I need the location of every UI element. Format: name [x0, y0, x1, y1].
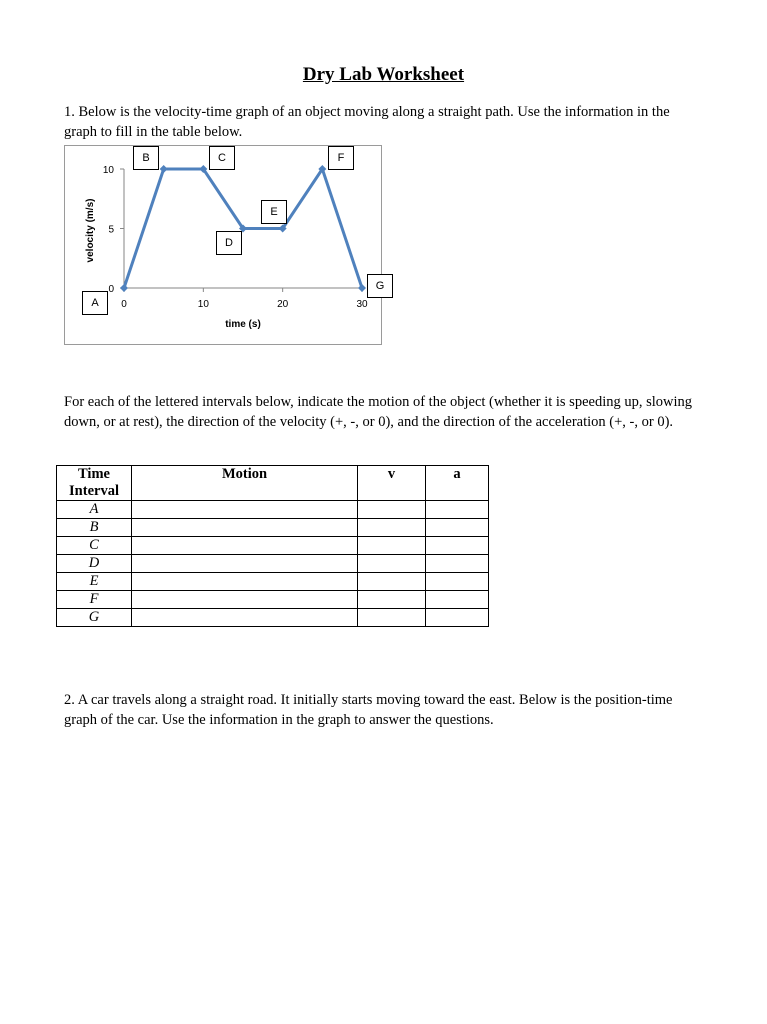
y-tick-label: 10	[102, 165, 114, 176]
annotation-e: E	[261, 200, 287, 224]
question-2-text: 2. A car travels along a straight road. It initially starts moving toward the east. Below is the position-time graph of the car. Use the information in the graph to answer the questions.	[64, 692, 673, 728]
annotation-c: C	[209, 146, 235, 170]
motion-cell[interactable]	[132, 609, 358, 627]
x-tick-label: 20	[277, 299, 289, 310]
x-tick-label: 30	[356, 299, 368, 310]
table-header-row	[57, 466, 489, 501]
annotation-d: D	[216, 231, 242, 255]
table-row	[57, 501, 489, 519]
header-v: v	[358, 466, 426, 501]
header-motion: Motion	[132, 466, 358, 501]
annotation-g: G	[367, 274, 393, 298]
v-cell[interactable]	[358, 591, 426, 609]
a-cell[interactable]	[426, 609, 489, 627]
motion-cell[interactable]	[132, 591, 358, 609]
annotation-f: F	[328, 146, 354, 170]
question-1-text: 1. Below is the velocity-time graph of an object moving along a straight path. Use the information in the graph to fill in the table below.	[64, 104, 670, 140]
v-cell[interactable]	[358, 555, 426, 573]
v-cell[interactable]	[358, 609, 426, 627]
data-point	[358, 284, 366, 292]
motion-cell[interactable]	[132, 573, 358, 591]
annotation-a: A	[82, 291, 108, 315]
interval-cell: A	[57, 501, 132, 519]
interval-cell: F	[57, 591, 132, 609]
v-cell[interactable]	[358, 537, 426, 555]
y-axis-title: velocity (m/s)	[85, 198, 96, 263]
data-point	[120, 284, 128, 292]
motion-cell[interactable]	[132, 501, 358, 519]
interval-cell: C	[57, 537, 132, 555]
interval-cell: D	[57, 555, 132, 573]
a-cell[interactable]	[426, 501, 489, 519]
table-row	[57, 519, 489, 537]
interval-cell: E	[57, 573, 132, 591]
a-cell[interactable]	[426, 591, 489, 609]
table-row	[57, 591, 489, 609]
v-cell[interactable]	[358, 573, 426, 591]
interval-cell: G	[57, 609, 132, 627]
a-cell[interactable]	[426, 555, 489, 573]
x-axis-title: time (s)	[225, 319, 261, 330]
instructions-text: For each of the lettered intervals below, indicate the motion of the object (whether it is speeding up, slowing down, or at rest), the direction of the velocity (+, -, or 0), and the direction of the acceleration (+, -, or 0).	[64, 394, 693, 430]
v-cell[interactable]	[358, 519, 426, 537]
table-row	[57, 609, 489, 627]
motion-cell[interactable]	[132, 537, 358, 555]
data-point	[160, 165, 168, 173]
a-cell[interactable]	[426, 537, 489, 555]
motion-cell[interactable]	[132, 555, 358, 573]
interval-cell: B	[57, 519, 132, 537]
table-row	[57, 537, 489, 555]
answer-table	[56, 465, 489, 627]
a-cell[interactable]	[426, 519, 489, 537]
x-tick-label: 0	[121, 299, 127, 310]
x-tick-label: 10	[197, 299, 209, 310]
header-time-interval: Time Interval	[57, 466, 132, 501]
table-row	[57, 573, 489, 591]
motion-cell[interactable]	[132, 519, 358, 537]
y-tick-label: 5	[108, 224, 114, 236]
annotation-b: B	[133, 146, 159, 170]
a-cell[interactable]	[426, 573, 489, 591]
velocity-time-chart	[64, 145, 385, 345]
table-row	[57, 555, 489, 573]
header-a: a	[426, 466, 489, 501]
y-tick-label: 0	[108, 284, 114, 295]
v-cell[interactable]	[358, 501, 426, 519]
page-title: Dry Lab Worksheet	[302, 64, 465, 85]
